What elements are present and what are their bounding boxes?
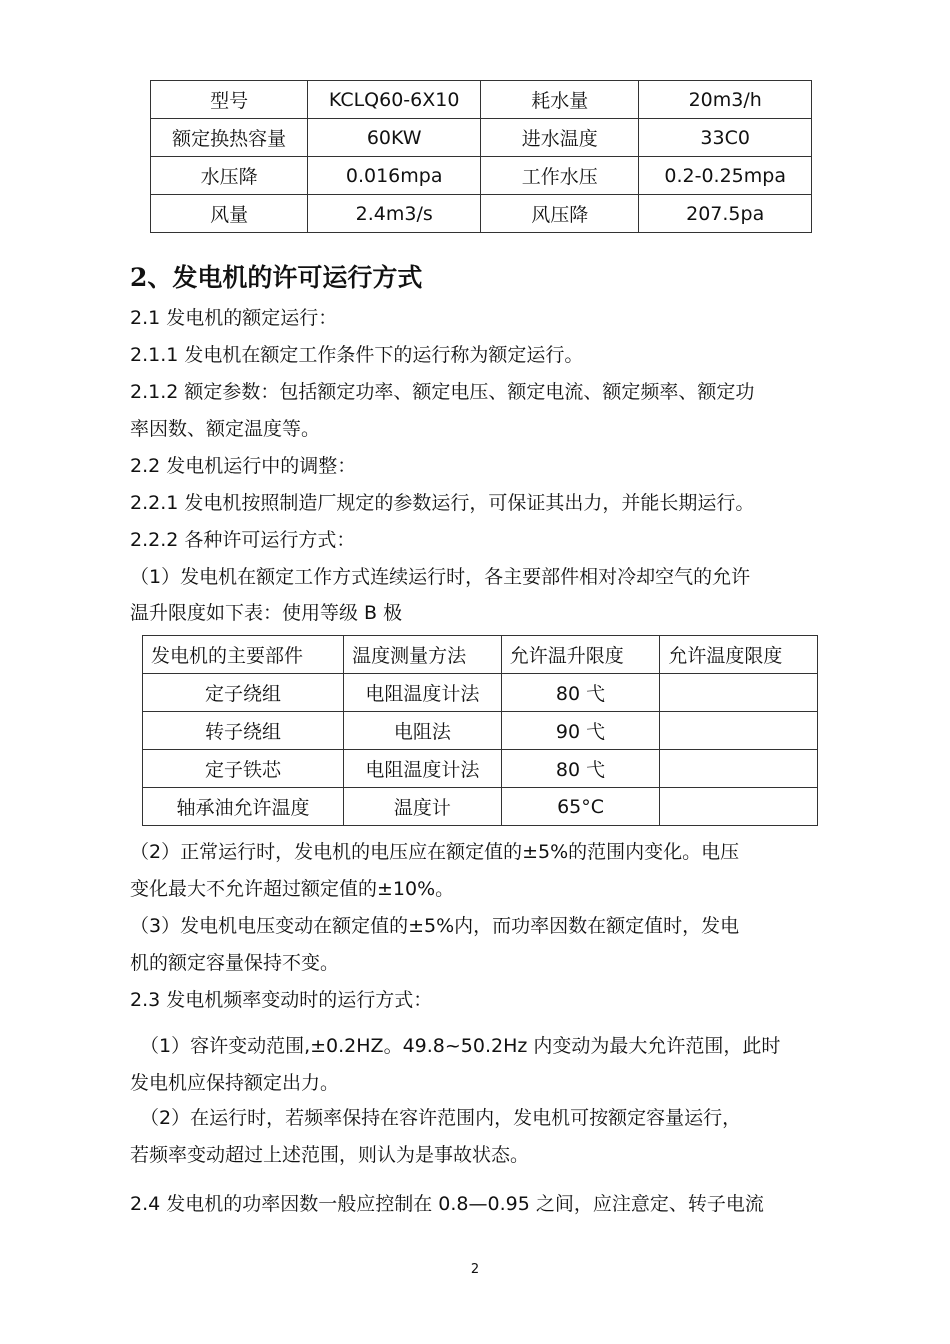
table-header-cell: 温度测量方法	[344, 636, 502, 674]
table-cell: 电阻温度计法	[344, 674, 502, 712]
table-cell: 207.5pa	[639, 195, 812, 233]
text-line: 发电机应保持额定出力。	[130, 1072, 340, 1094]
table-cell: 风量	[151, 195, 308, 233]
table-cell: 转子绕组	[143, 712, 344, 750]
table-cell	[660, 750, 818, 788]
table-header-cell: 允许温升限度	[501, 636, 660, 674]
text-line: 2.1.2 额定参数：包括额定功率、额定电压、额定电流、额定频率、额定功	[130, 381, 755, 403]
table-cell: 80 弋	[501, 674, 660, 712]
text-line: 2.2.1 发电机按照制造厂规定的参数运行，可保证其出力，并能长期运行。	[130, 492, 755, 514]
table-cell: 轴承油允许温度	[143, 788, 344, 826]
table-header-row	[143, 636, 818, 674]
table-header-cell: 发电机的主要部件	[143, 636, 344, 674]
table-cell: 20m3/h	[639, 81, 812, 119]
table-row	[143, 712, 818, 750]
table-cell: 温度计	[344, 788, 502, 826]
text-line: 机的额定容量保持不变。	[130, 952, 340, 974]
text-line: 2.1 发电机的额定运行：	[130, 307, 338, 329]
table-cell: 0.2-0.25mpa	[639, 157, 812, 195]
table-row	[143, 788, 818, 826]
table-cell: KCLQ60-6X10	[308, 81, 481, 119]
text-line: （2）在运行时，若频率保持在容许范围内，发电机可按额定容量运行，	[140, 1107, 742, 1129]
table-cell: 0.016mpa	[308, 157, 481, 195]
text-line: （1）容许变动范围,±0.2HZ。49.8~50.2Hz 内变动为最大允许范围，此时	[140, 1035, 781, 1057]
table-cell: 水压降	[151, 157, 308, 195]
table-row	[143, 674, 818, 712]
text-line: （3）发电机电压变动在额定值的±5%内，而功率因数在额定值时，发电	[130, 915, 740, 937]
table-cell: 电阻法	[344, 712, 502, 750]
text-line: （2）正常运行时，发电机的电压应在额定值的±5%的范围内变化。电压	[130, 841, 740, 863]
page-number: 2	[470, 1262, 480, 1277]
text-line: 变化最大不允许超过额定值的±10%。	[130, 878, 455, 900]
text-line: 2.2 发电机运行中的调整：	[130, 455, 357, 477]
table-row	[151, 81, 812, 119]
table-cell: 型号	[151, 81, 308, 119]
text-line: 2.4 发电机的功率因数一般应控制在 0.8—0.95 之间，应注意定、转子电流	[130, 1193, 764, 1215]
text-line: 率因数、额定温度等。	[130, 418, 321, 440]
table-cell: 电阻温度计法	[344, 750, 502, 788]
text-line: （1）发电机在额定工作方式连续运行时，各主要部件相对冷却空气的允许	[130, 566, 751, 588]
table-row	[151, 157, 812, 195]
table-cell: 2.4m3/s	[308, 195, 481, 233]
table-cell: 风压降	[481, 195, 639, 233]
table-row	[143, 750, 818, 788]
section-heading: 2、发电机的许可运行方式	[130, 263, 423, 292]
table-cell: 工作水压	[481, 157, 639, 195]
table-cell: 定子铁芯	[143, 750, 344, 788]
text-line: 若频率变动超过上述范围，则认为是事故状态。	[130, 1144, 530, 1166]
table-cell: 80 弋	[501, 750, 660, 788]
table-cell: 进水温度	[481, 119, 639, 157]
table-cell	[660, 712, 818, 750]
table-cell	[660, 674, 818, 712]
table-cell: 33C0	[639, 119, 812, 157]
text-line: 2.2.2 各种许可运行方式：	[130, 529, 356, 551]
text-line: 温升限度如下表：使用等级 B 极	[130, 602, 403, 624]
table-row	[151, 195, 812, 233]
table-cell: 65°C	[501, 788, 660, 826]
text-line: 2.3 发电机频率变动时的运行方式：	[130, 989, 433, 1011]
table-cell: 耗水量	[481, 81, 639, 119]
table-header-cell: 允许温度限度	[660, 636, 818, 674]
spec-table	[150, 80, 812, 233]
table-cell	[660, 788, 818, 826]
table-cell: 90 弋	[501, 712, 660, 750]
table-row	[151, 119, 812, 157]
table-cell: 定子绕组	[143, 674, 344, 712]
table-cell: 60KW	[308, 119, 481, 157]
text-line: 2.1.1 发电机在额定工作条件下的运行称为额定运行。	[130, 344, 584, 366]
table-cell: 额定换热容量	[151, 119, 308, 157]
temperature-table	[142, 635, 818, 826]
